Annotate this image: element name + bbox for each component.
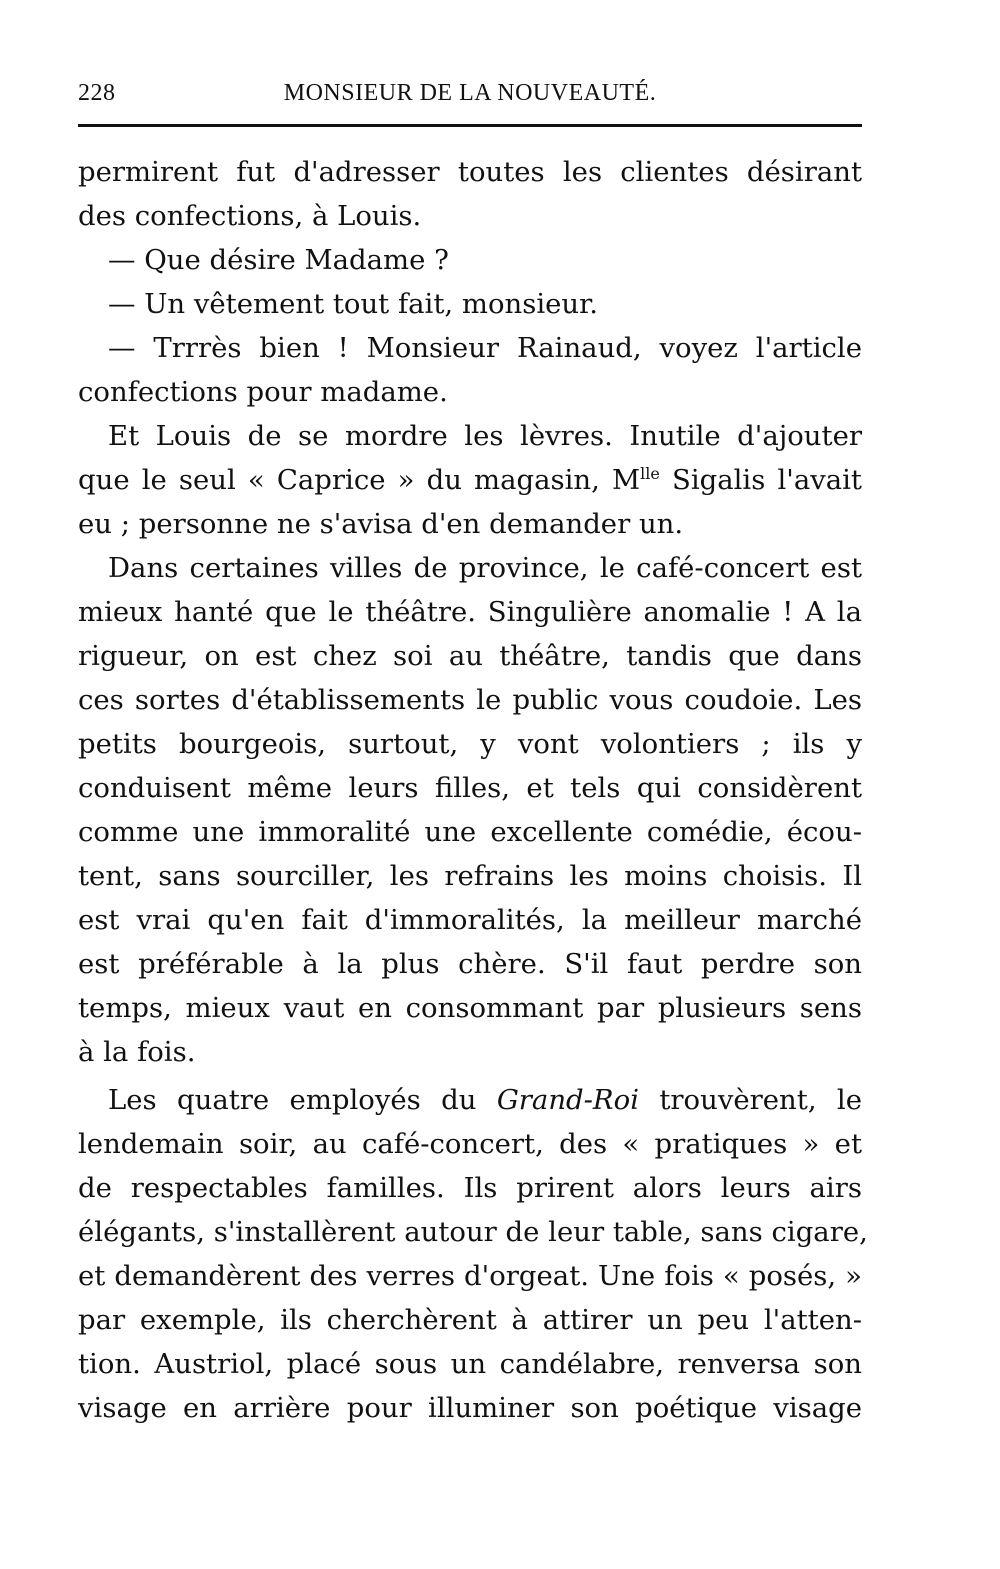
text-line: élégants, s'installèrent autour de leur table, sans cigare, (78, 1216, 868, 1248)
text-line: tion. Austriol, placé sous un candélabre, renversa son (78, 1348, 862, 1380)
text-line: confections pour madame. (78, 376, 448, 408)
text-line: est préférable à la plus chère. S'il faut perdre son (78, 948, 862, 980)
text-line: lendemain soir, au café-concert, des « pratiques » et (78, 1128, 862, 1160)
text-line: visage en arrière pour illuminer son poétique visage (78, 1392, 862, 1424)
text-line: de respectables familles. Ils prirent alors leurs airs (78, 1172, 862, 1204)
text-line: des confections, à Louis. (78, 200, 422, 232)
paragraph-start-line: Dans certaines villes de province, le café-concert est (108, 552, 862, 584)
paragraph-start-line: Et Louis de se mordre les lèvres. Inutile d'ajouter (108, 420, 862, 452)
text-line: eu ; personne ne s'avisa d'en demander un. (78, 508, 684, 540)
text-line: comme une immoralité une excellente comédie, écou- (78, 816, 862, 848)
header-rule (78, 124, 862, 127)
text-line: par exemple, ils cherchèrent à attirer un peu l'atten- (78, 1304, 862, 1336)
text-line: temps, mieux vaut en consommant par plusieurs sens (78, 992, 862, 1024)
text-line (78, 458, 862, 502)
text-line: petits bourgeois, surtout, y vont volontiers ; ils y (78, 728, 862, 760)
dialogue-line: — Un vêtement tout fait, monsieur. (108, 288, 598, 320)
dialogue-line: — Trrrès bien ! Monsieur Rainaud, voyez l'article (108, 332, 862, 364)
dialogue-line: — Que désire Madame ? (108, 244, 449, 276)
text-fragment: trouvèrent, le (639, 1084, 862, 1116)
text-line: tent, sans sourciller, les refrains les moins choisis. Il (78, 860, 862, 892)
text-line: et demandèrent des verres d'orgeat. Une fois « posés, » (78, 1260, 862, 1292)
text-fragment: Les quatre employés du (108, 1084, 497, 1116)
text-line: ces sortes d'établissements le public vous coudoie. Les (78, 684, 862, 716)
text-line: conduisent même leurs filles, et tels qui considèrent (78, 772, 862, 804)
text-fragment: Sigalis l'avait (659, 464, 862, 496)
text-fragment: que le seul « Caprice » du magasin, M (78, 464, 641, 496)
text-line: mieux hanté que le théâtre. Singulière anomalie ! A la (78, 596, 862, 628)
paragraph-start-line (78, 1078, 862, 1122)
page-number: 228 (78, 80, 116, 106)
text-line: est vrai qu'en fait d'immoralités, la meilleur marché (78, 904, 862, 936)
superscript-abbreviation: lle (640, 464, 660, 483)
text-line: à la fois. (78, 1036, 196, 1068)
text-line: rigueur, on est chez soi au théâtre, tandis que dans (78, 640, 862, 672)
italic-title: Grand-Roi (496, 1084, 639, 1116)
page-header (78, 80, 862, 110)
body-text (78, 150, 868, 1430)
text-line: permirent fut d'adresser toutes les clientes désirant (78, 156, 862, 188)
running-title: MONSIEUR DE LA NOUVEAUTÉ. (283, 80, 657, 106)
